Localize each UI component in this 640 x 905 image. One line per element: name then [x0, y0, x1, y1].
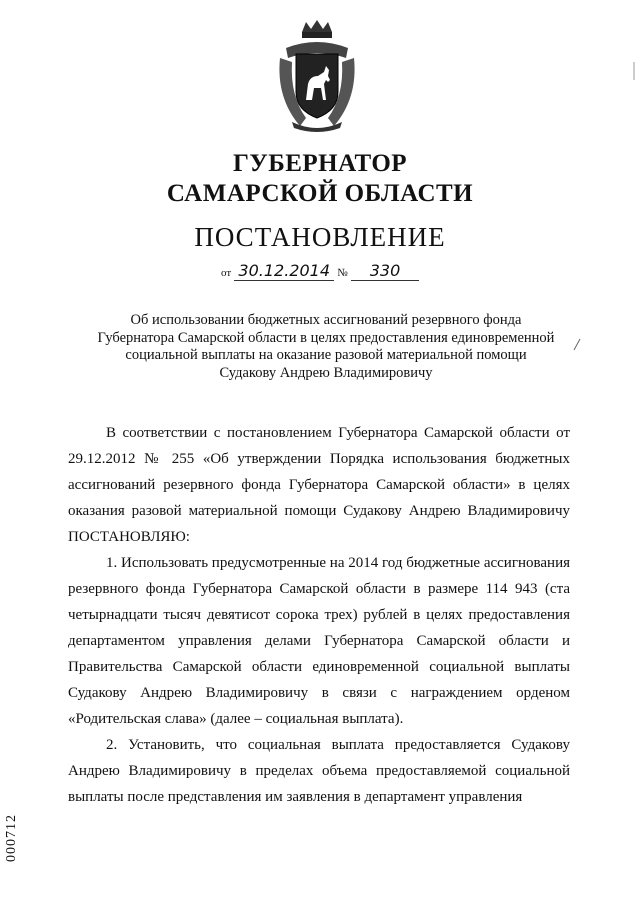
edge-mark	[632, 62, 636, 80]
date-label: от	[220, 267, 232, 279]
header-title-line2: САМАРСКОЙ ОБЛАСТИ	[166, 180, 474, 207]
number-label: №	[337, 267, 348, 279]
body-paragraph-preamble: В соответствии с постановлением Губернатора Самарской области от 29.12.2012 № 255 «Об утверждении Порядка использования бюджетных ассигнований резервного фонда Губернатора Самарской области» в целях оказания разовой материальной помощи Судакову Андрею Владимировичу ПОСТАНОВЛЯЮ:	[68, 425, 570, 545]
subject-line: Губернатора Самарской области в целях предоставления единовременной	[97, 329, 555, 346]
header-title-line1: ГУБЕРНАТОР	[232, 150, 408, 177]
coat-of-arms-icon	[272, 18, 362, 136]
stray-pen-mark	[572, 338, 582, 352]
subject-line: Об использовании бюджетных ассигнований резервного фонда	[130, 312, 522, 328]
side-code-text: 000712	[4, 814, 19, 862]
subject-line: Судакову Андрею Владимировичу	[219, 364, 433, 381]
date-number-line	[0, 262, 640, 281]
body-paragraph-1: 1. Использовать предусмотренные на 2014 год бюджетные ассигнования резервного фонда Губернатора Самарской области в размере 114 943 (ста четырнадцати тысяч девятисот сорока трех) рублей в целях предоставления департаментом управления делами Губернатора Самарской области и Правительства Самарской области единовременной социальной выплаты Судакову Андрею Владимировичу в связи с награждением орденом «Родительская слава» (далее – социальная выплата).	[68, 555, 570, 727]
body-paragraph-2: 2. Установить, что социальная выплата предоставляется Судакову Андрею Владимировичу в пределах объема предоставляемой социальной выплаты после представления им заявления в департамент управления	[68, 737, 570, 805]
document-type: ПОСТАНОВЛЕНИЕ	[194, 222, 446, 252]
date-value: 30.12.2014	[234, 262, 334, 281]
document-subject	[40, 312, 612, 382]
number-value: 330	[351, 262, 419, 281]
subject-line: социальной выплаты на оказание разовой материальной помощи	[125, 347, 527, 363]
document-body	[68, 420, 570, 810]
side-registry-code	[4, 800, 34, 880]
